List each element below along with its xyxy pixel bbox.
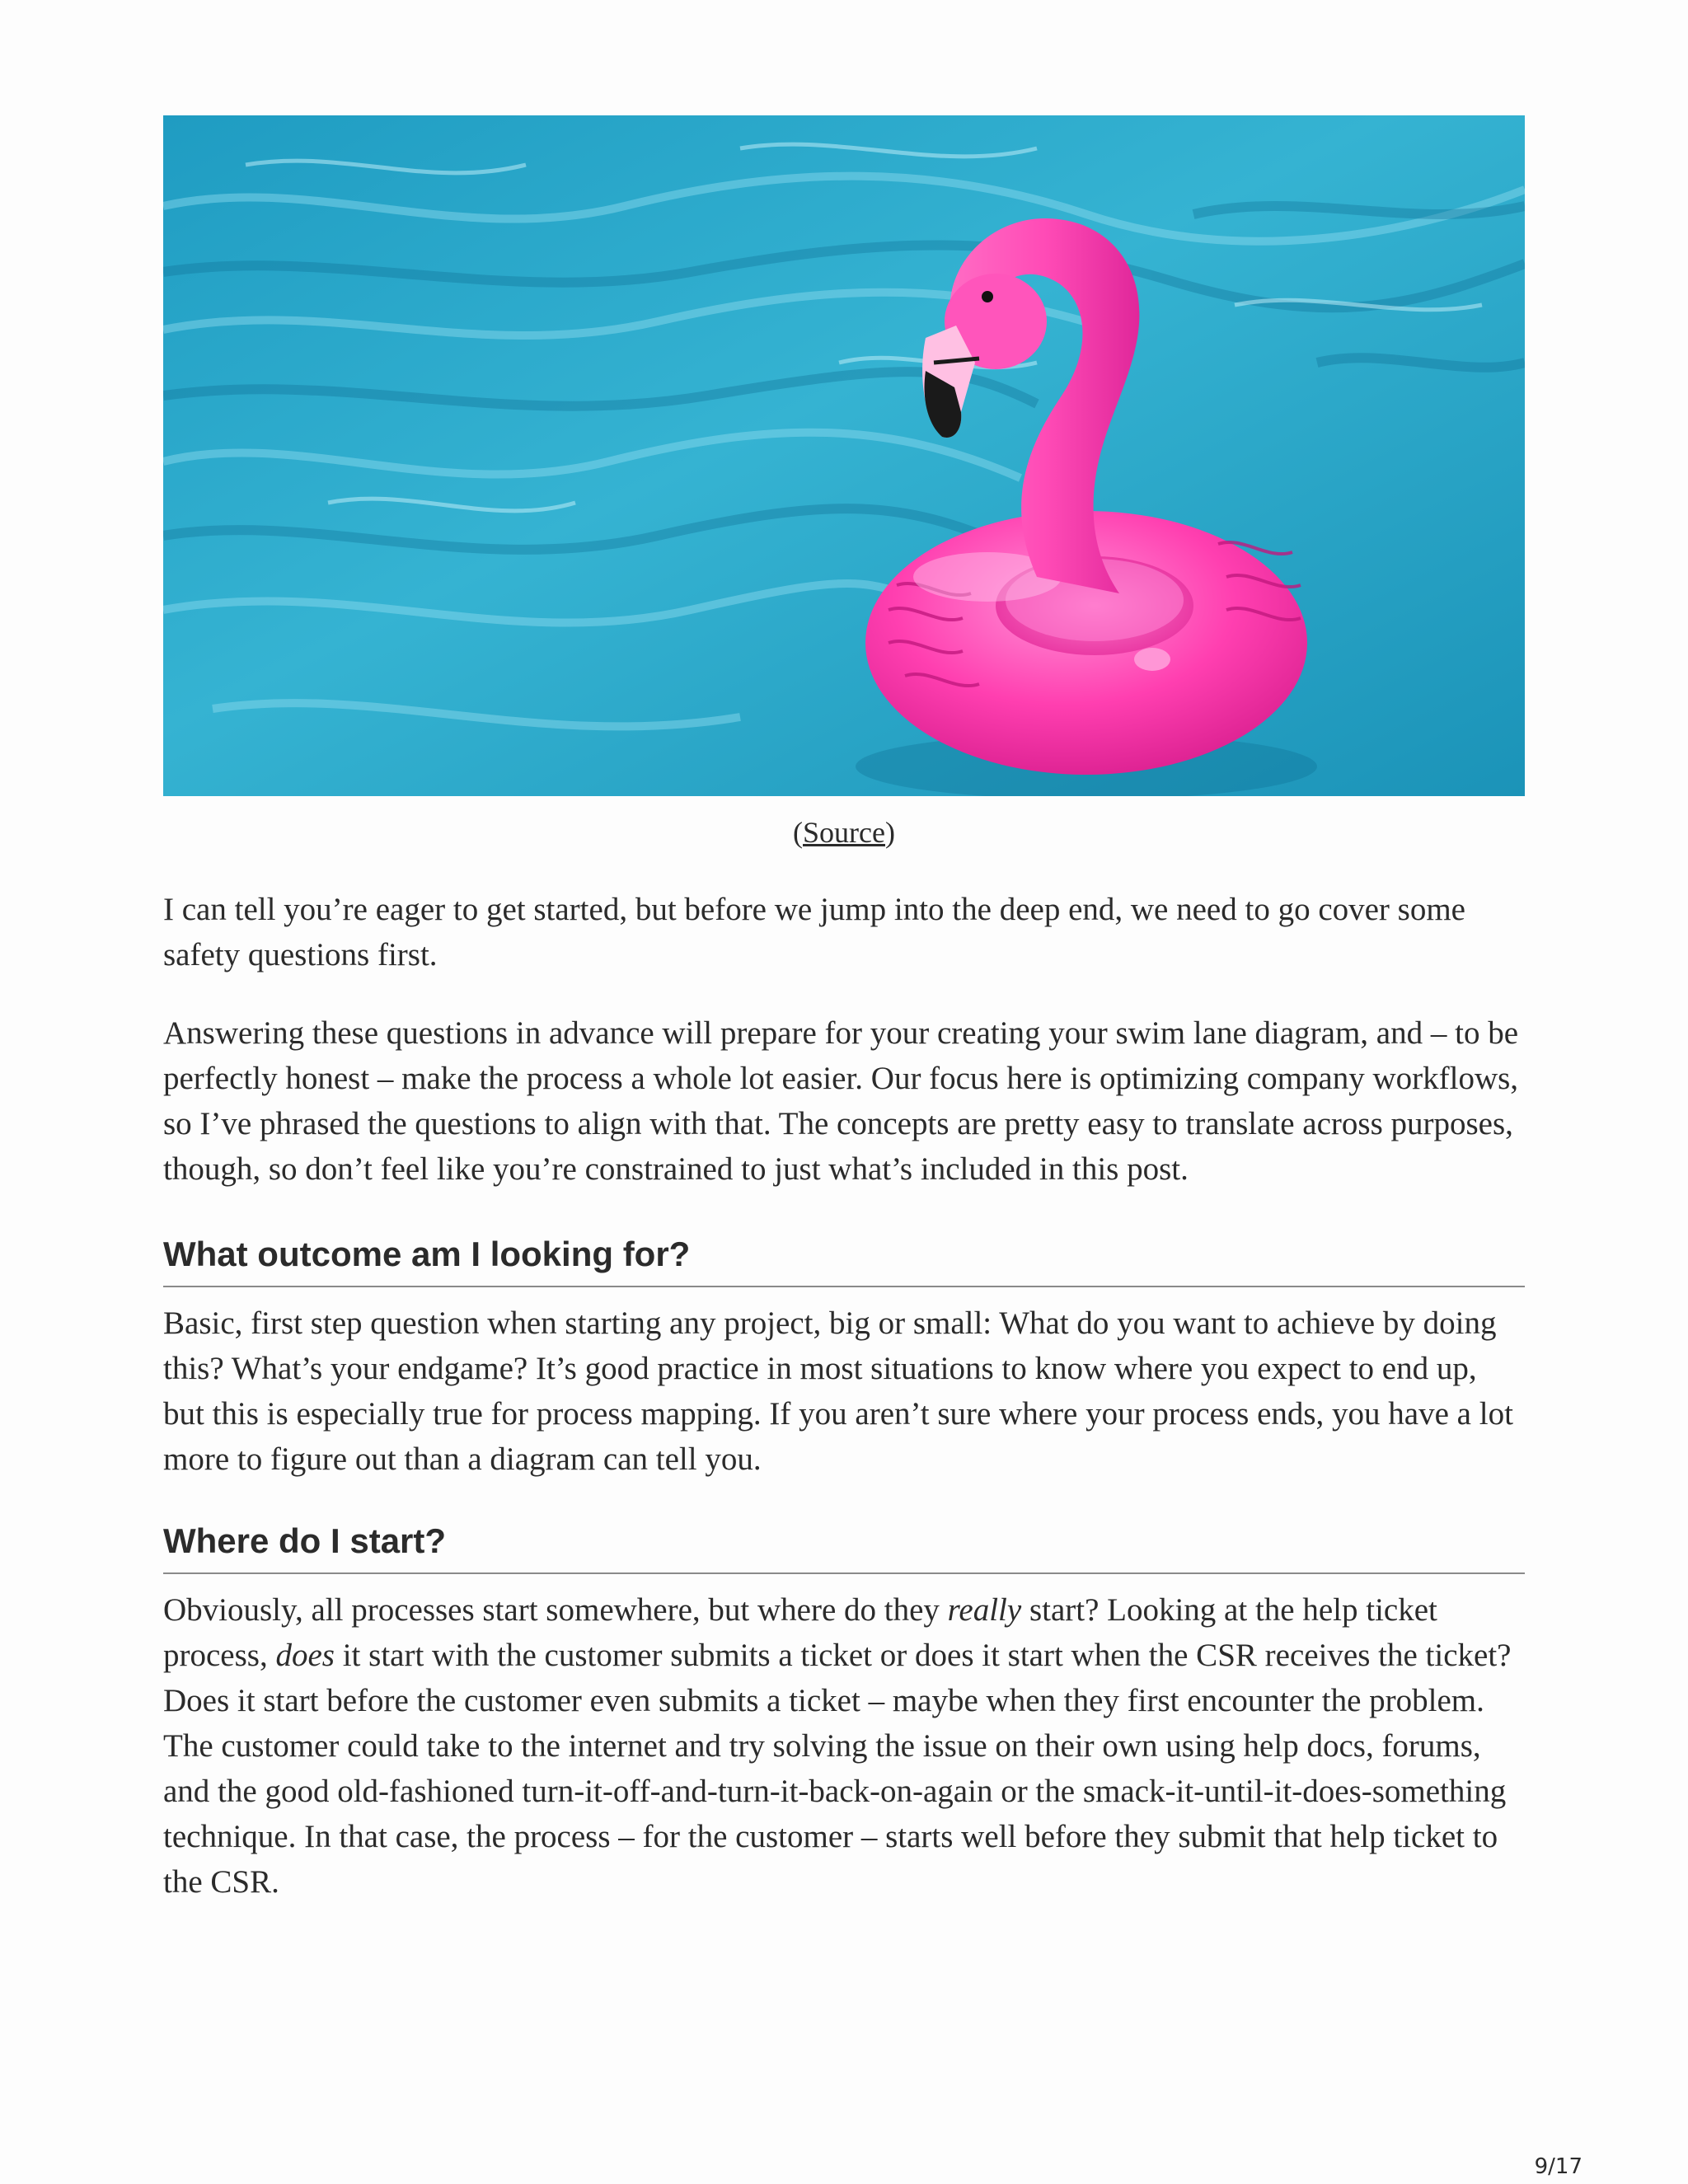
section-heading-start: Where do I start? bbox=[163, 1518, 1525, 1574]
source-link[interactable]: Source bbox=[803, 816, 885, 849]
intro-paragraph-1: I can tell you’re eager to get started, but before we jump into the deep end, we need to go cover some safety questions first. bbox=[163, 892, 1465, 972]
start-paragraph-emphasis-really: really bbox=[947, 1592, 1022, 1628]
start-paragraph-text-3: it start with the customer submits a ticket or does it start when the CSR receives the ticket? Does it start before the customer even submits a ticket – maybe when they first encounter the problem. The customer could take to the internet and try solving the issue on their own using help docs, forums, and the good old-fashioned turn-it-off-and-turn-it-back-on-again or the smack-it-until-it-does-something technique. In that case, the process – for the customer – starts well before they submit that help ticket to the CSR. bbox=[163, 1638, 1512, 1900]
page-number: 9/17 bbox=[1534, 2154, 1582, 2179]
section-outcome-paragraph: Basic, first step question when starting any project, big or small: What do you want to achieve by doing this? What’s your endgame? It’s good practice in most situations to know where you expect to end up, but this is especially true for process mapping. If you aren’t sure where your process ends, you have a lot more to figure out than a diagram can tell you. bbox=[163, 1305, 1513, 1477]
flamingo-pool-float-photo bbox=[163, 115, 1525, 796]
article-content bbox=[163, 115, 1525, 1905]
section-heading-outcome: What outcome am I looking for? bbox=[163, 1231, 1525, 1287]
intro-paragraph-2: Answering these questions in advance will prepare for your creating your swim lane diagram, and – to be perfectly honest – make the process a whole lot easier. Our focus here is optimizing company workflows, so I’ve phrased the questions to align with that. The concepts are pretty easy to translate across purposes, though, so don’t feel like you’re constrained to just what’s included in this post. bbox=[163, 1015, 1519, 1187]
caption-close-paren: ) bbox=[884, 816, 895, 849]
start-paragraph-text-2: start? Looking at the help ticket process, bbox=[163, 1592, 1437, 1673]
image-caption bbox=[163, 813, 1525, 852]
start-paragraph-text-1: Obviously, all processes start somewhere, but where do they bbox=[163, 1592, 948, 1628]
caption-open-paren: ( bbox=[793, 816, 804, 849]
start-paragraph-emphasis-does: does bbox=[275, 1638, 335, 1673]
section-start-paragraph bbox=[163, 1587, 1525, 1905]
